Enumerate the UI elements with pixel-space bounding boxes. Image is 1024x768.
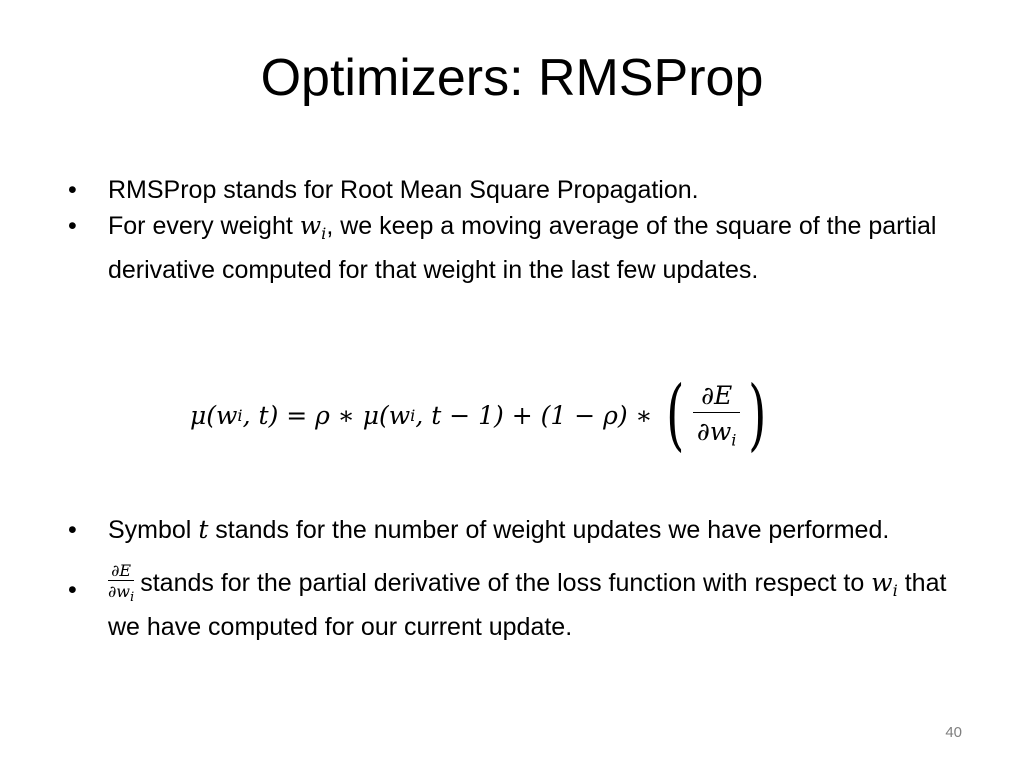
inline-partial-fraction: $\frac{\partial E}{\partial w_i}$ <box>108 561 135 606</box>
bullet-dot: • <box>68 212 77 240</box>
bullet-item <box>68 208 968 288</box>
bullet-text: , we keep a moving average of the square of the partial derivative computed for that weight in the last few updates. <box>108 212 937 284</box>
partial-derivative-fraction: $\frac{\partial E}{\partial w_i}$ <box>693 381 741 450</box>
bullet-item: • $\frac{\partial E}{\partial w_i}$ stands for the partial derivative of the loss function with respect to $w_i$ that we have computed for our current update. <box>68 561 947 642</box>
right-paren: ) <box>748 370 767 460</box>
bullet-list-top <box>68 172 968 288</box>
bullet-item <box>68 172 968 208</box>
left-paren: ( <box>666 370 685 460</box>
math-variable: $w_i$ <box>299 211 327 243</box>
bullet-dot: • <box>68 516 77 544</box>
slide-title: Optimizers: RMSProp <box>260 49 764 107</box>
bullet-list-bottom <box>68 512 968 645</box>
bullet-text: RMSProp stands for Root Mean Square Propagation. <box>108 176 699 204</box>
bullet-item: • Symbol t stands for the number of weight updates we have performed. <box>68 512 968 548</box>
page-number: 40 <box>945 724 962 741</box>
bullet-dot: • <box>68 176 77 204</box>
bullet-text: For every weight <box>108 212 300 240</box>
bullet-dot: • <box>68 576 77 604</box>
rmsprop-formula: μ( w i , t) = ρ ∗ μ( w i , t − 1) + (1 − ρ) ∗ ( $\frac{\partial E}{\partial w_i}$ ) <box>190 370 767 460</box>
